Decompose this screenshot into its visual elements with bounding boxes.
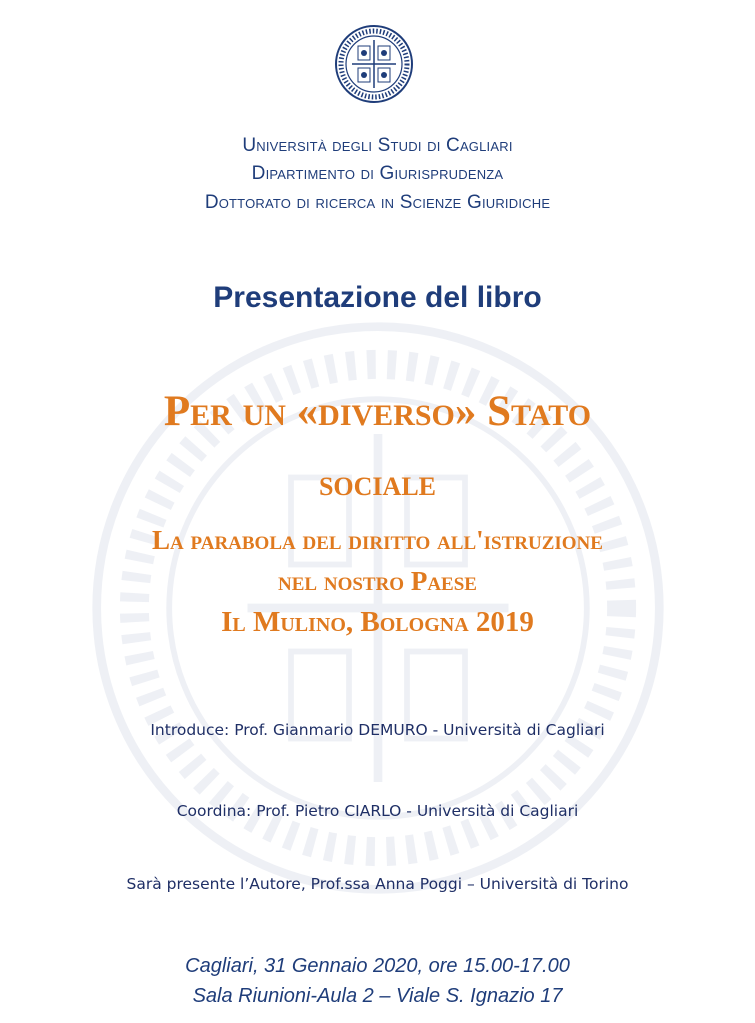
presentation-heading: Presentazione del libro <box>213 281 542 314</box>
introducer-line: Introduce: Prof. Gianmario DEMURO - Università di Cagliari <box>150 721 605 739</box>
book-subtitle-line2: nel nostro Paese <box>278 566 477 596</box>
book-publisher: Il Mulino, Bologna 2019 <box>221 606 534 638</box>
department-name: Dipartimento di Giurisprudenza <box>251 163 504 184</box>
book-title-line1: Per un «diverso» Stato <box>163 388 592 435</box>
university-name: Università degli Studi di Cagliari <box>242 135 513 156</box>
book-subtitle-line1: La parabola del diritto all'istruzione <box>152 525 603 555</box>
coordinator-line: Coordina: Prof. Pietro CIARLO - Università di Cagliari <box>176 802 579 820</box>
event-date-time: Cagliari, 31 Gennaio 2020, ore 15.00-17.00 <box>185 955 570 977</box>
doctorate-name: Dottorato di ricerca in Scienze Giuridiche <box>204 192 551 213</box>
book-title-line2: sociale <box>318 463 437 504</box>
university-seal-icon <box>334 24 414 104</box>
event-venue: Sala Riunioni-Aula 2 – Viale S. Ignazio 17 <box>192 985 563 1007</box>
author-line: Sarà presente l’Autore, Prof.ssa Anna Poggi – Università di Torino <box>126 875 629 893</box>
